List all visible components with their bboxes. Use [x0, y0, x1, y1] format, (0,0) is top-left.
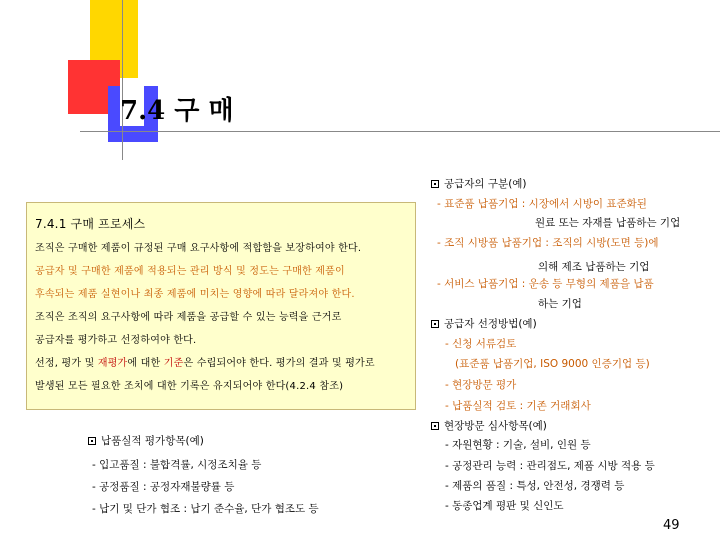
square-bullet-icon — [431, 320, 439, 328]
process-line-2: 공급자 및 구매한 제품에 적용되는 관리 방식 및 정도는 구매한 제품이 — [35, 266, 345, 277]
process-keyword-criteria: 기준 — [163, 358, 184, 369]
process-heading: 7.4.1 구매 프로세스 — [35, 217, 146, 231]
site-audit-line-1: - 자원현황 : 기술, 설비, 인원 등 — [445, 439, 591, 451]
supplier-type-line-6: 하는 기업 — [538, 298, 582, 310]
evaluation-item-1: - 입고품질 : 불합격률, 시정조치율 등 — [92, 459, 262, 471]
selection-method-header — [431, 316, 537, 331]
site-audit-line-3: - 제품의 품질 : 특성, 안전성, 경쟁력 등 — [445, 480, 625, 492]
selection-method-header-text: 공급자 선정방법(예) — [444, 318, 537, 330]
process-line-1: 조직은 구매한 제품이 규정된 구매 요구사항에 적합함을 보장하여야 한다. — [35, 243, 362, 254]
site-audit-line-2: - 공정관리 능력 : 관리점도, 제품 시방 적용 등 — [445, 460, 655, 472]
square-bullet-icon — [88, 437, 96, 445]
page-number: 49 — [663, 518, 680, 533]
site-audit-header — [431, 418, 547, 433]
process-keyword-reevaluation: 재평가 — [97, 358, 128, 369]
evaluation-header — [88, 433, 204, 448]
supplier-types-header-text: 공급자의 구분(예) — [444, 178, 527, 190]
purchasing-process-box — [26, 202, 416, 410]
process-line-5: 공급자를 평가하고 선정하여야 한다. — [35, 335, 197, 346]
site-audit-header-text: 현장방문 심사항목(예) — [444, 420, 547, 432]
process-line-3: 후속되는 제품 실현이나 최종 제품에 미치는 영향에 따라 달라져야 한다. — [35, 289, 355, 300]
page-title: 7.4 구 매 — [120, 96, 234, 126]
supplier-types-header — [431, 176, 527, 191]
supplier-type-line-4: 의해 제조 납품하는 기업 — [538, 261, 650, 273]
evaluation-item-3: - 납기 및 단가 협조 : 납기 준수율, 단가 협조도 등 — [92, 503, 319, 515]
supplier-type-line-3: - 조직 시방품 납품기업 : 조직의 시방(도면 등)에 — [437, 237, 659, 249]
process-line-4: 조직은 조직의 요구사항에 따라 제품을 공급할 수 있는 능력을 근거로 — [35, 312, 342, 323]
decor-horizontal-line — [80, 131, 720, 132]
supplier-type-line-5: - 서비스 납품기업 : 운송 등 무형의 제품을 납품 — [437, 278, 654, 290]
selection-method-line-3: - 현장방문 평가 — [445, 379, 517, 391]
process-line-6-a: 선정, 평가 및 — [35, 358, 98, 369]
supplier-type-line-2: 원료 또는 자재를 납품하는 기업 — [535, 217, 681, 229]
process-line-6 — [35, 354, 375, 369]
square-bullet-icon — [431, 422, 439, 430]
process-line-6-e: 은 수립되어야 한다. 평가의 결과 및 평가로 — [183, 358, 375, 369]
process-line-7: 발생된 모든 필요한 조치에 대한 기록은 유지되어야 한다(4.2.4 참조) — [35, 381, 344, 392]
evaluation-header-text: 납품실적 평가항목(예) — [101, 435, 204, 447]
selection-method-line-4: - 납품실적 검토 : 기존 거래회사 — [445, 400, 591, 412]
process-line-6-c: 에 대한 — [127, 358, 164, 369]
selection-method-line-2: (표준품 납품기업, ISO 9000 인증기업 등) — [455, 358, 650, 370]
decor-vertical-line — [122, 0, 123, 160]
supplier-type-line-1: - 표준품 납품기업 : 시장에서 시방이 표준화된 — [437, 198, 647, 210]
square-bullet-icon — [431, 180, 439, 188]
site-audit-line-4: - 동종업계 평판 및 신인도 — [445, 500, 564, 512]
selection-method-line-1: - 신청 서류검토 — [445, 338, 517, 350]
evaluation-item-2: - 공정품질 : 공정자재불량률 등 — [92, 481, 235, 493]
